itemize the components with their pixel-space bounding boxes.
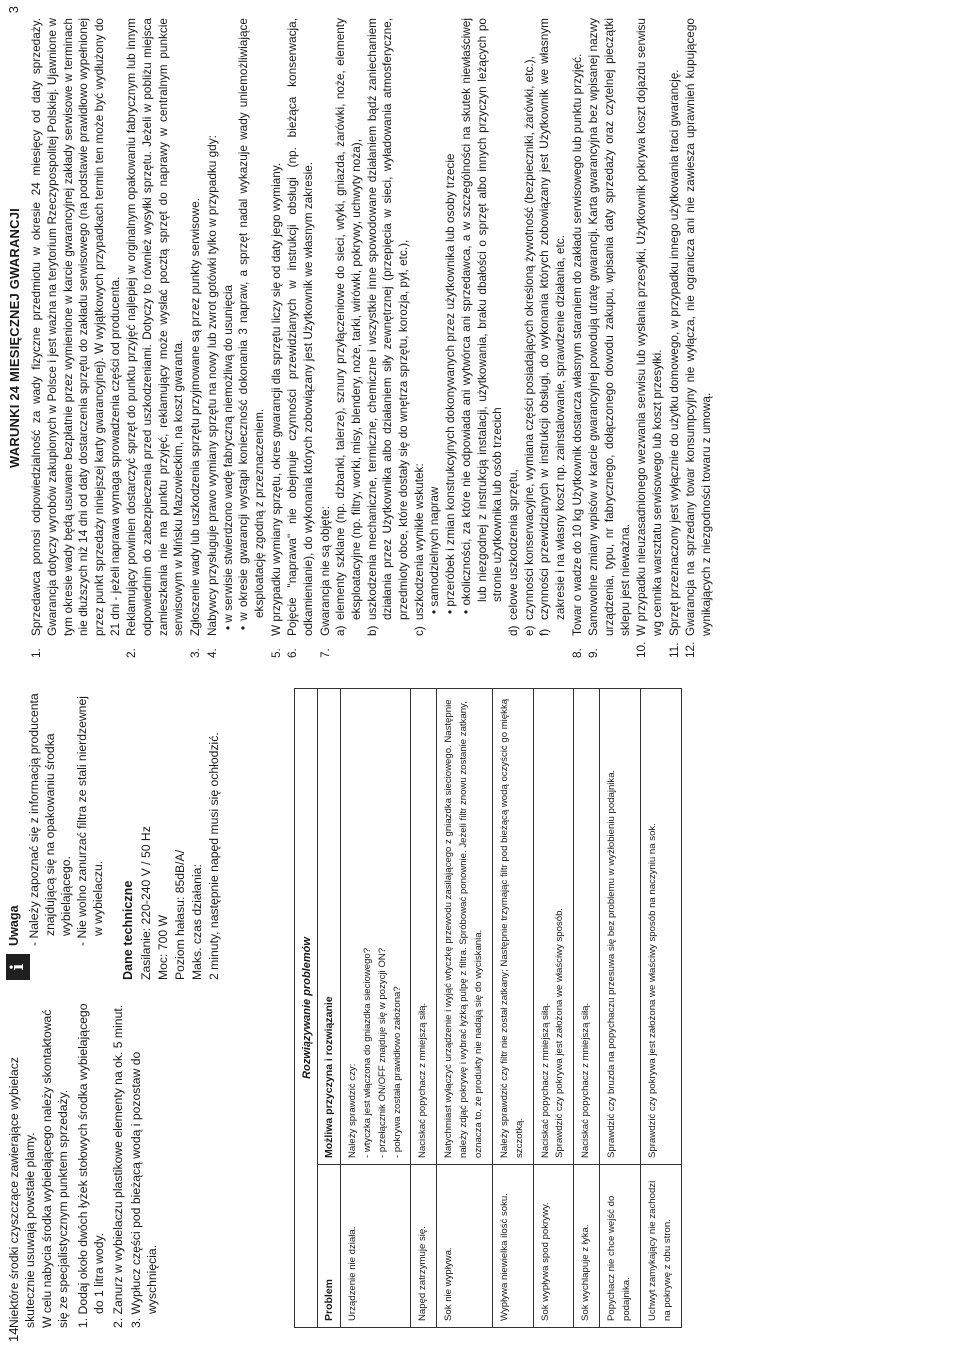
page-number-left: 14	[6, 1327, 21, 1342]
item-body	[570, 54, 586, 636]
problem-cell: Uchwyt zamykający nie zachodzi na pokrywę z obu stron.	[640, 1165, 681, 1328]
warranty-terms-list	[29, 18, 715, 658]
solution-line: Naciskać popychacz z mniejszą siłą.	[539, 1002, 551, 1158]
item-text: Sprzęt przeznaczony jest wyłącznie do użytku domowego, w przypadku innego użytkowania traci gwarancję.	[666, 69, 681, 636]
item-body	[285, 18, 316, 636]
uwaga-line: - Nie wolno zanurzać filtra ze stali nierdzewnej w wybielaczu.	[74, 696, 105, 946]
item-body	[188, 198, 204, 636]
sub-letter: e)	[521, 625, 536, 636]
solution-cell	[341, 689, 411, 1165]
sub-body	[412, 18, 506, 620]
item-text: Towar o wadze do 10 kg Użytkownik dostarcza własnym staraniem do zakładu serwisowego lub punktu przyjęć.	[569, 53, 584, 636]
item-number: 8.	[569, 648, 584, 658]
problem-cell: Popychacz nie chce wejść do podajnika.	[600, 1165, 641, 1328]
bullet-item: • samodzielnych napraw	[427, 486, 442, 614]
sub-item	[412, 18, 506, 636]
warranty-item	[586, 18, 633, 658]
intro-paragraph: Niektóre środki czyszczące zawierające wybielacz skutecznie usuwają powstałe plamy.	[7, 1057, 38, 1328]
intro-paragraph: W celu nabycia środka wybielającego należy skontaktować się ze specjalistycznym punktem sprzedaży.	[40, 1009, 71, 1328]
sub-letter: a)	[333, 625, 348, 636]
solution-cell	[640, 689, 681, 1165]
item-text: W przypadku nieuzasadnionego wezwania serwisu lub wysłania przesyłki, Użytkownik pokrywa koszt dojazdu serwisu wg cennika warsztatu serwisowego lub koszt przesyłki.	[634, 18, 665, 636]
troubleshooting-table	[294, 688, 682, 1328]
item-body	[318, 18, 569, 636]
sub-body	[506, 469, 522, 620]
sub-text: celowe uszkodzenia sprzętu,	[505, 469, 520, 620]
sub-item	[365, 18, 412, 636]
sub-letter: d)	[505, 625, 520, 636]
technical-data-line: Moc: 700 W	[155, 914, 170, 980]
cleaning-instructions	[6, 998, 223, 1328]
sub-text: czynności przewidzianych w instrukcji obsługi, do wykonania których zobowiązany jest Użytkownik we własnym zakresie i na własny koszt np. zainstalowanie, sprawdzenie działania, etc.	[537, 18, 567, 620]
item-body	[29, 18, 123, 636]
sub-letter: c)	[411, 626, 426, 636]
uwaga-line: - Należy zapoznać się z informacją producenta znajdującą się na opakowaniu środka wybielającego.	[26, 693, 73, 946]
warranty-item	[285, 18, 316, 658]
solution-line: Sprawdzić czy pokrywa jest założona we właściwy sposób.	[554, 907, 566, 1158]
item-text: W przypadku wymiany sprzętu, okres gwarancji dla sprzętu liczy się od daty jego wymiany.	[268, 162, 283, 636]
warranty-item	[634, 18, 665, 658]
bullet-item: • w okresie gwarancji wystąpi konieczność dokonania 3 napraw, a sprzęt nadal wykazuje wady uniemożliwiające eksploatację zgodną z przeznaczeniem.	[236, 18, 266, 630]
item-number: 9.	[586, 648, 601, 658]
item-number: 5.	[268, 648, 283, 658]
item-number: 12.	[683, 641, 698, 658]
item-text: Gwarancja nie są objęte:	[317, 506, 332, 636]
sub-body	[333, 18, 364, 620]
bleach-steps	[75, 998, 159, 1328]
bullet-item: • okoliczności, za które nie odpowiada ani wytwórca ani sprzedawca, a w szczególności na skutek niewłaściwej lub niezgodnej z instrukcją instalacji, użytkowania, braku dbałości o sprzęt albo innych przyczyn leżących po stronie użytkownika lub osób trzecich	[458, 18, 505, 614]
problem-cell: Napęd zatrzymuje się.	[411, 1165, 437, 1328]
item-body	[634, 18, 665, 636]
technical-data	[120, 688, 222, 980]
item-body	[683, 18, 714, 636]
item-text: Reklamujący powinien dostarczyć sprzęt do punktu przyjęć najlepiej w orginalnym opakowaniu fabrycznym lub innym odpowiednim do zabezpieczenia przed uszkodzeniami. Dotyczy to również wysyłki sprzętu. Jeżeli w pobliżu miejsca zamieszkania nie ma punktu przyjęć, reklamujący może wysłać pocztą sprzęt do naprawy w centralnym punkcie serwisowym w Mińsku Mazowieckim, na koszt gwaranta.	[124, 18, 186, 636]
solution-line: Natychmiast wyłączyć urządzenie i wyjąć wtyczkę przewodu zasilającego z gniazdka sieciowego. Następnie należy zdjąć pokrywę i wybrać łyżką pulpę z filtra. Spróbować ponownie. Jeżeli filtr znowu zostanie zatkany, oznacza to, że produkty nie nadają się do wyciskania.	[443, 699, 485, 1158]
solution-line: Należy sprawdzić czy filtr nie został zatkany; Następnie trzymając filtr pod bieżącą wodą oczyścić go miękką szczotką.	[498, 698, 525, 1158]
left-page	[6, 688, 954, 1328]
warranty-item	[29, 18, 123, 658]
sub-item	[506, 18, 522, 636]
problem-cell: Sok wychlapuje z łyka.	[574, 1165, 600, 1328]
warranty-item	[318, 18, 569, 658]
sub-body	[522, 56, 538, 620]
table-row	[341, 689, 411, 1328]
warranty-item	[205, 18, 268, 658]
notes-column	[6, 688, 223, 980]
item-number: 2.	[124, 648, 139, 658]
bullet-text: w okresie gwarancji wystąpi konieczność dokonania 3 napraw, a sprzęt nadal wykazuje wady uniemożliwiające eksploatację zgodną z przeznaczeniem.	[236, 18, 266, 621]
table-row	[640, 689, 681, 1328]
item-text: Sprzedawca ponosi odpowiedzialność za wady fizyczne przedmiotu w okresie 24 miesięcy od daty sprzedaży. Gwarancja dotyczy wyrobów zakupionych w Polsce i jest ważna na terytorium Rzeczypospolitej Polskiej. Ujawnione w tym okresie wady będą usuwane bezpłatnie przez wymienione w karcie gwarancyjnej zakłady serwisowe w terminach nie dłuższych niż 14 dni od daty dostarczenia sprzętu do zakładu serwisowego (na podstawie prawidłowo wypełnionej przez punkt sprzedaży niniejszej karty gwarancyjnej). W wyjątkowych przypadkach termin ten może być wydłużony do 21 dni - jeżeli naprawa wymaga sprowadzenia części od producenta.	[29, 18, 122, 636]
solution-cell	[492, 689, 533, 1165]
item-body	[205, 18, 268, 636]
warranty-item	[124, 18, 187, 658]
bullet-list	[427, 18, 505, 614]
solution-cell	[600, 689, 641, 1165]
technical-data-line: Zasilanie: 220-240 V / 50 Hz	[138, 826, 153, 980]
table-row	[574, 689, 600, 1328]
sub-text: elementy szklane (np. dzbanki, talerze), sznury przyłączeniowe do sieci, wtyki, gniazda, żarówki, noże, elementy eksploatacyjne (np. filtry, worki, misy, blendery, noże, tarki, wirówki, pokrywy, uchwyty noża),	[333, 18, 364, 620]
sub-text: uszkodzenia mechaniczne, termiczne, chemiczne i wszystkie inne spowodowane działaniem bądź zaniechaniem działania przez Użytkownika albo działaniem siły zewnętrznej (przepięcia w sieci, wyładowania atmosferyczne, przedmioty obce, które dostały się do wnętrza sprzętu, korozja, pył, etc.),	[364, 18, 411, 620]
solution-cell	[574, 689, 600, 1165]
bullet-text: okoliczności, za które nie odpowiada ani wytwórca ani sprzedawca, a w szczególności na skutek niewłaściwej lub niezgodnej z instrukcją instalacji, użytkowania, braku dbałości o sprzęt albo innych przyczyn leżących po stronie użytkownika lub osób trzecich	[458, 18, 505, 606]
table-row	[437, 689, 493, 1328]
item-number: 11.	[666, 642, 681, 658]
problem-cell: Sok nie wypływa.	[437, 1165, 493, 1328]
sub-text: uszkodzenia wynikłe wskutek:	[411, 463, 426, 620]
sub-item	[537, 18, 568, 636]
item-number: 6.	[285, 648, 300, 658]
step-item: 2. Zanurz w wybielaczu plastikowe elementy na ok. 5 minut.	[110, 1004, 125, 1328]
step-item: 3. Wypłucz części pod bieżącą wodą i pozostaw do wyschnięcia.	[128, 1051, 159, 1328]
info-icon: i	[6, 954, 30, 980]
problem-cell: Urządzenie nie działa.	[341, 1165, 411, 1328]
uwaga-block	[6, 688, 106, 980]
solution-line: Sprawdzić czy bruzda na popychaczu przesuwa się bez problemu w wyżłobieniu podajnika.	[606, 769, 618, 1158]
warranty-item	[683, 18, 714, 658]
step-item: 1. Dodaj około dwóch łyżek stołowych środka wybielającego do 1 litra wody.	[76, 1003, 107, 1328]
item-text: Samowolne zmiany wpisów w karcie gwarancyjnej powodują utratę gwarancji. Karta gwarancyjna bez wpisanej nazwy urządzenia, typu, nr fabrycznego, dołączonego dowodu zakupu, wpisania daty sprzedaży oraz czytelnej pieczątki sklepu jest nieważna.	[586, 18, 632, 636]
sub-body	[365, 18, 412, 620]
item-text: Gwarancja na sprzedany towar konsumpcyjny nie wyłącza, nie ogranicza ani nie zawiesza uprawnień kupującego wynikających z niezgodności towaru z umową.	[683, 18, 714, 636]
item-number: 7.	[317, 648, 332, 658]
solution-line: Sprawdzić czy pokrywa jest założona we właściwy sposób na naczyniu na sok.	[646, 823, 658, 1158]
item-text: Nabywcy przysługuje prawo wymiany sprzętu na nowy lub zwrot gotówki tylko w przypadku gdy:	[204, 135, 219, 636]
item-text: Zgłoszenie wady lub uszkodzenia sprzętu przyjmowane są przez punkty serwisowe.	[188, 198, 203, 636]
warranty-title: WARUNKI 24 MIESIĘCZNEJ GWARANCJI	[7, 208, 22, 468]
warranty-item	[570, 18, 586, 658]
solution-line: Należy sprawdzić czy:	[347, 1063, 358, 1158]
item-body	[124, 18, 187, 636]
item-body	[667, 69, 683, 636]
sub-text: czynności konserwacyjne, wymiana części posiadających określoną żywotność (bezpieczniki, żarówki, etc.),	[521, 56, 536, 620]
item-number: 1.	[29, 648, 44, 658]
uwaga-title: Uwaga	[7, 905, 21, 946]
problem-cell: Wypływa niewielka ilość soku.	[492, 1165, 533, 1328]
bullet-text: w serwisie stwierdzono wadę fabryczną niemożliwą do usunięcia	[220, 284, 235, 623]
item-body	[269, 163, 285, 636]
sub-letter: f)	[537, 628, 552, 636]
page-number-right: 3	[6, 6, 21, 14]
technical-data-title: Dane techniczne	[121, 880, 136, 980]
column-header-solution: Możliwa przyczyna i rozwiązanie	[318, 689, 341, 1165]
bullet-item: • przeróbek i zmian konstrukcyjnych dokonywanych przez użytkownika lub osoby trzecie	[443, 153, 458, 614]
solution-line: Naciskać popychacz z mniejszą siłą.	[417, 1002, 429, 1158]
right-page	[6, 18, 954, 658]
solution-line: Naciskać popychacz z mniejszą siłą.	[580, 1002, 592, 1158]
table-row	[411, 689, 437, 1328]
technical-data-line: Poziom hałasu: 85dB/A/	[172, 849, 187, 980]
table-row	[492, 689, 533, 1328]
sub-body	[537, 18, 568, 620]
solution-cell	[411, 689, 437, 1165]
technical-data-line: Maks. czas działania:	[189, 864, 204, 980]
bullet-item: • w serwisie stwierdzono wadę fabryczną niemożliwą do usunięcia	[220, 284, 235, 630]
problem-cell: Sok wypływa spod pokrywy.	[533, 1165, 574, 1328]
table-row	[600, 689, 641, 1328]
item-body	[586, 18, 633, 636]
sub-item	[522, 18, 538, 636]
item-number: 3.	[188, 648, 203, 658]
solution-cell	[533, 689, 574, 1165]
item-number: 4.	[204, 648, 219, 658]
solution-line: - przełącznik ON/OFF znajduje się w pozycji ON?	[376, 947, 388, 1158]
solution-line: - pokrywa została prawidłowo założona?	[391, 986, 403, 1158]
warranty-item	[269, 18, 285, 658]
bullet-text: przeróbek i zmian konstrukcyjnych dokonywanych przez użytkownika lub osoby trzecie	[443, 153, 458, 607]
table-row	[533, 689, 574, 1328]
table-body	[341, 689, 682, 1328]
technical-data-line: 2 minuty, następnie napęd musi się ochłodzić.	[207, 732, 222, 980]
warranty-item	[667, 18, 683, 658]
item-text: Pojęcie "naprawa" nie obejmuje czynności przewidzianych w instrukcji obsługi (np. bieżąca konserwacja, odkamienianie), do wykonania których zobowiązany jest Użytkownik we własnym zakresie.	[285, 18, 315, 636]
sub-letter: b)	[364, 625, 379, 636]
bullet-text: samodzielnych napraw	[427, 486, 442, 607]
solution-cell	[437, 689, 493, 1165]
table-caption: Rozwiązywanie problemów	[294, 688, 317, 1328]
column-header-problem: Problem	[318, 1165, 341, 1328]
solution-line: - wtyczka jest włączona do gniazdka sieciowego?	[361, 947, 373, 1158]
sub-item	[333, 18, 364, 636]
warranty-item	[188, 18, 204, 658]
bullet-list	[221, 18, 268, 630]
item-number: 10.	[634, 641, 649, 658]
